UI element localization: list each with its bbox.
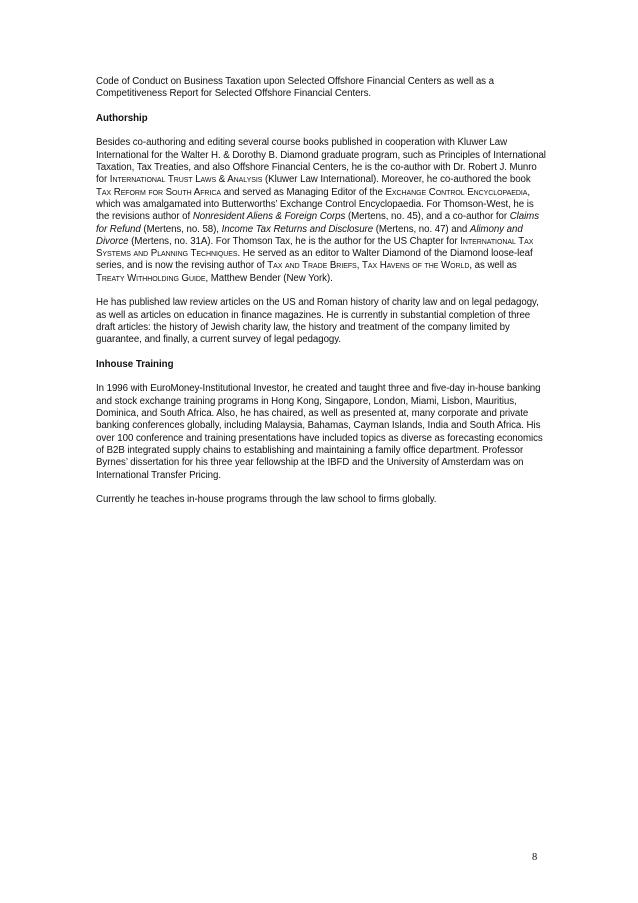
text-run: , as well as [469, 260, 517, 272]
text-run: . He served as an editor to Walter Diamond of the Diamond loose-leaf series, and is now the revising author of [96, 248, 533, 272]
authorship-heading: Authorship [96, 112, 148, 124]
authorship-paragraph-1 [96, 137, 546, 285]
text-run: , [356, 260, 362, 272]
book-title-tax-trade-briefs: Tax and Trade Briefs [267, 260, 357, 272]
book-title-nonresident-aliens: Nonresident Aliens & Foreign Corps [192, 211, 346, 223]
book-title-exchange-control: Exchange Control Encyclopaedia [385, 186, 528, 198]
text-run: , which was amalgamated into Butterworths’ Exchange Control Encyclopaedia. For Thomson-West, he is the revisions author of [96, 186, 534, 223]
page-number: 8 [532, 852, 538, 863]
book-title-international-trust-laws: International Trust Laws & Analysis [109, 174, 263, 186]
text-run: (Kluwer Law International). Moreover, he co-authored the book [262, 174, 531, 186]
text-run: (Mertens, no. 58), [140, 223, 222, 235]
document-page [96, 76, 546, 519]
training-paragraph-1: In 1996 with EuroMoney-Institutional Investor, he created and taught three and five-day in-house banking and stock exchange training programs in Hong Kong, Singapore, London, Miami, Lisbon, Mauritius, Dominica, and South Africa. Also, he has chaired, as well as presented at, many corporate and private banking conferences globally, including Malaysia, Bahamas, Cayman Islands, India and South Africa. His over 100 conference and training presentations have included topics as diverse as forecasting economics of B2B integrated supply chains to establishing and maintaining a family office department. Professor Byrnes’ dissertation for his three year fellowship at the IBFD and the University of Amsterdam was on International Transfer Pricing. [96, 383, 543, 481]
text-run: Besides co-authoring and editing several course books published in cooperation with Kluwer Law International for the Walter H. & Dorothy B. Diamond graduate program, such as Principles of International Taxation, Tax Treaties, and also Offshore Financial Centers, he is the co-author with Dr. Robert J. Munro for [96, 137, 546, 186]
book-title-international-tax-systems: International Tax Systems and Planning Techniques [96, 235, 534, 260]
text-run: (Mertens, no. 45), and a co-author for [345, 211, 510, 223]
intro-paragraph: Code of Conduct on Business Taxation upon Selected Offshore Financial Centers as well as a Competitiveness Report for Selected Offshore Financial Centers. [96, 76, 494, 100]
training-paragraph-2: Currently he teaches in-house programs through the law school to firms globally. [96, 494, 437, 506]
text-run: (Mertens, no. 47) and [373, 223, 470, 235]
book-title-income-tax-returns: Income Tax Returns and Disclosure [221, 223, 374, 235]
training-heading: Inhouse Training [96, 358, 174, 370]
book-title-alimony-divorce: Alimony and Divorce [96, 223, 523, 247]
text-run: (Mertens, no. 31A). For Thomson Tax, he is the author for the US Chapter for [128, 235, 461, 247]
text-run: and served as Managing Editor of the [220, 186, 386, 198]
book-title-tax-reform-south-africa: Tax Reform for South Africa [96, 186, 221, 198]
book-title-tax-havens: Tax Havens of the World [361, 260, 470, 272]
book-title-treaty-withholding: Treaty Withholding Guide [96, 272, 206, 284]
authorship-paragraph-2: He has published law review articles on the US and Roman history of charity law and on legal pedagogy, as well as articles on education in finance magazines. He is currently in substantial completion of three draft articles: the history of Jewish charity law, the history and treatment of the company limited by guarantee, and finally, a current survey of legal pedagogy. [96, 297, 539, 346]
book-title-claims-for-refund: Claims for Refund [96, 211, 539, 235]
text-run: , Matthew Bender (New York). [205, 272, 333, 284]
